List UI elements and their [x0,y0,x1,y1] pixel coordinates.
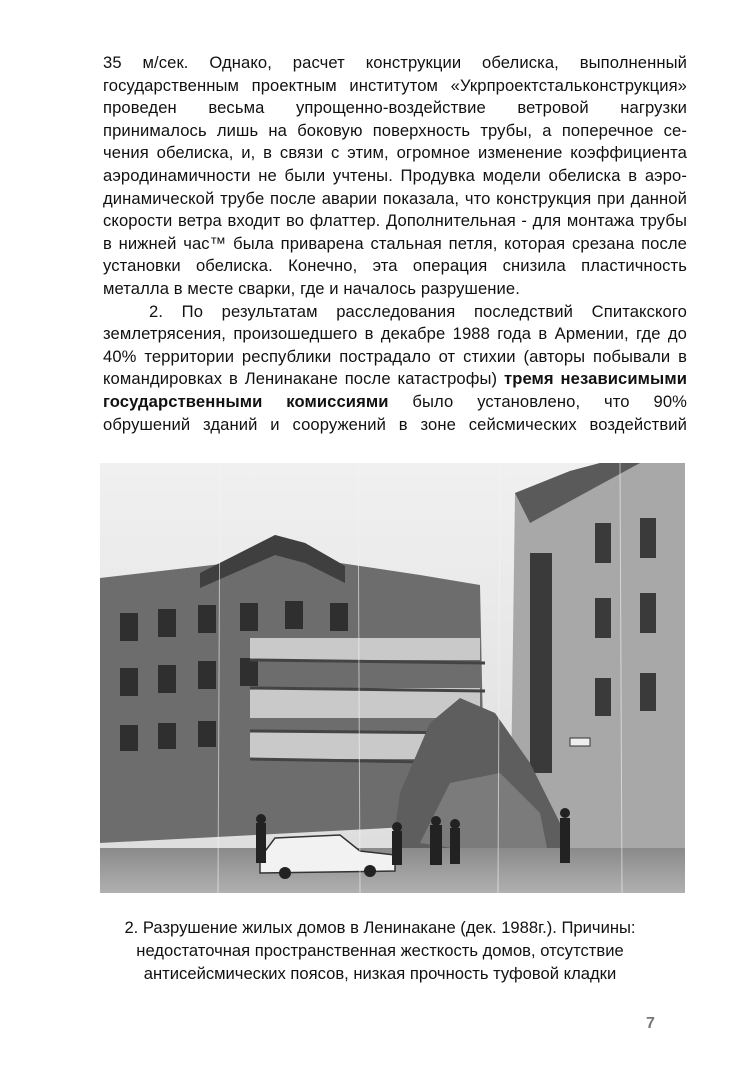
text-line: установки обелиска. Конечно, эта операция снизила пластичность [103,256,687,276]
text-line: 35 м/сек. Однако, расчет конструкции обелиска, выполненный [103,53,687,72]
caption-line: 2. Разрушение жилых домов в Ленинакане (дек. 1988г.). Причины: [124,918,636,937]
collapsed-buildings-photo [100,463,685,893]
paragraph-2-line: обрушений зданий и сооружений в зоне сейсмических воздействий [103,414,687,434]
text-line: проведен весьма упрощенно-воздействие ветровой нагрузки [103,98,687,118]
text-line: чения обелиска, и, в связи с этим, огромное изменение коэффициента [103,143,687,163]
paragraph-2-line [103,391,687,414]
caption-line: недостаточная пространственная жесткость домов, отсутствие [136,941,624,960]
body-text [103,52,687,436]
paragraph-2-line: землетрясения, произошедшего в декабре 1988 года в Армении, где до [103,324,687,344]
text-line: в нижней час™ была приварена стальная петля, которая срезана после [103,233,687,253]
page-number: 7 [646,1015,655,1032]
text-line: динамической трубе после аварии показала, что конструкция при данной [103,188,687,208]
text-line: принималось лишь на боковую поверхность трубы, а поперечное се- [103,120,687,140]
paragraph-2-line [103,368,687,391]
paragraph-2-line: 2. По результатам расследования последствий Спитакского [149,301,687,321]
text-line: аэродинамичности не были учтены. Продувка модели обелиска в аэро- [103,165,687,185]
emphasis-text: государственными комиссиями [103,391,389,411]
emphasis-text: тремя независимыми [503,369,687,389]
photo-illustration [100,463,685,893]
text-line: государственным проектным институтом «Укрпроектстальконструкция» [103,75,687,95]
figure-caption [80,916,680,985]
text-line: скорости ветра входит во флаттер. Дополнительная - для монтажа трубы [103,211,687,231]
paragraph-2-line: 40% территории республики пострадало от стихии (авторы побывали в [103,346,687,366]
paragraph-2-text: командировках в Ленинакане после катастрофы) [103,369,504,389]
paragraph-2-text: было установлено, что 90% [388,391,687,411]
caption-line: антисейсмических поясов, низкая прочность туфовой кладки [143,964,617,983]
text-line: металла в месте сварки, где и началось разрушение. [103,278,520,298]
